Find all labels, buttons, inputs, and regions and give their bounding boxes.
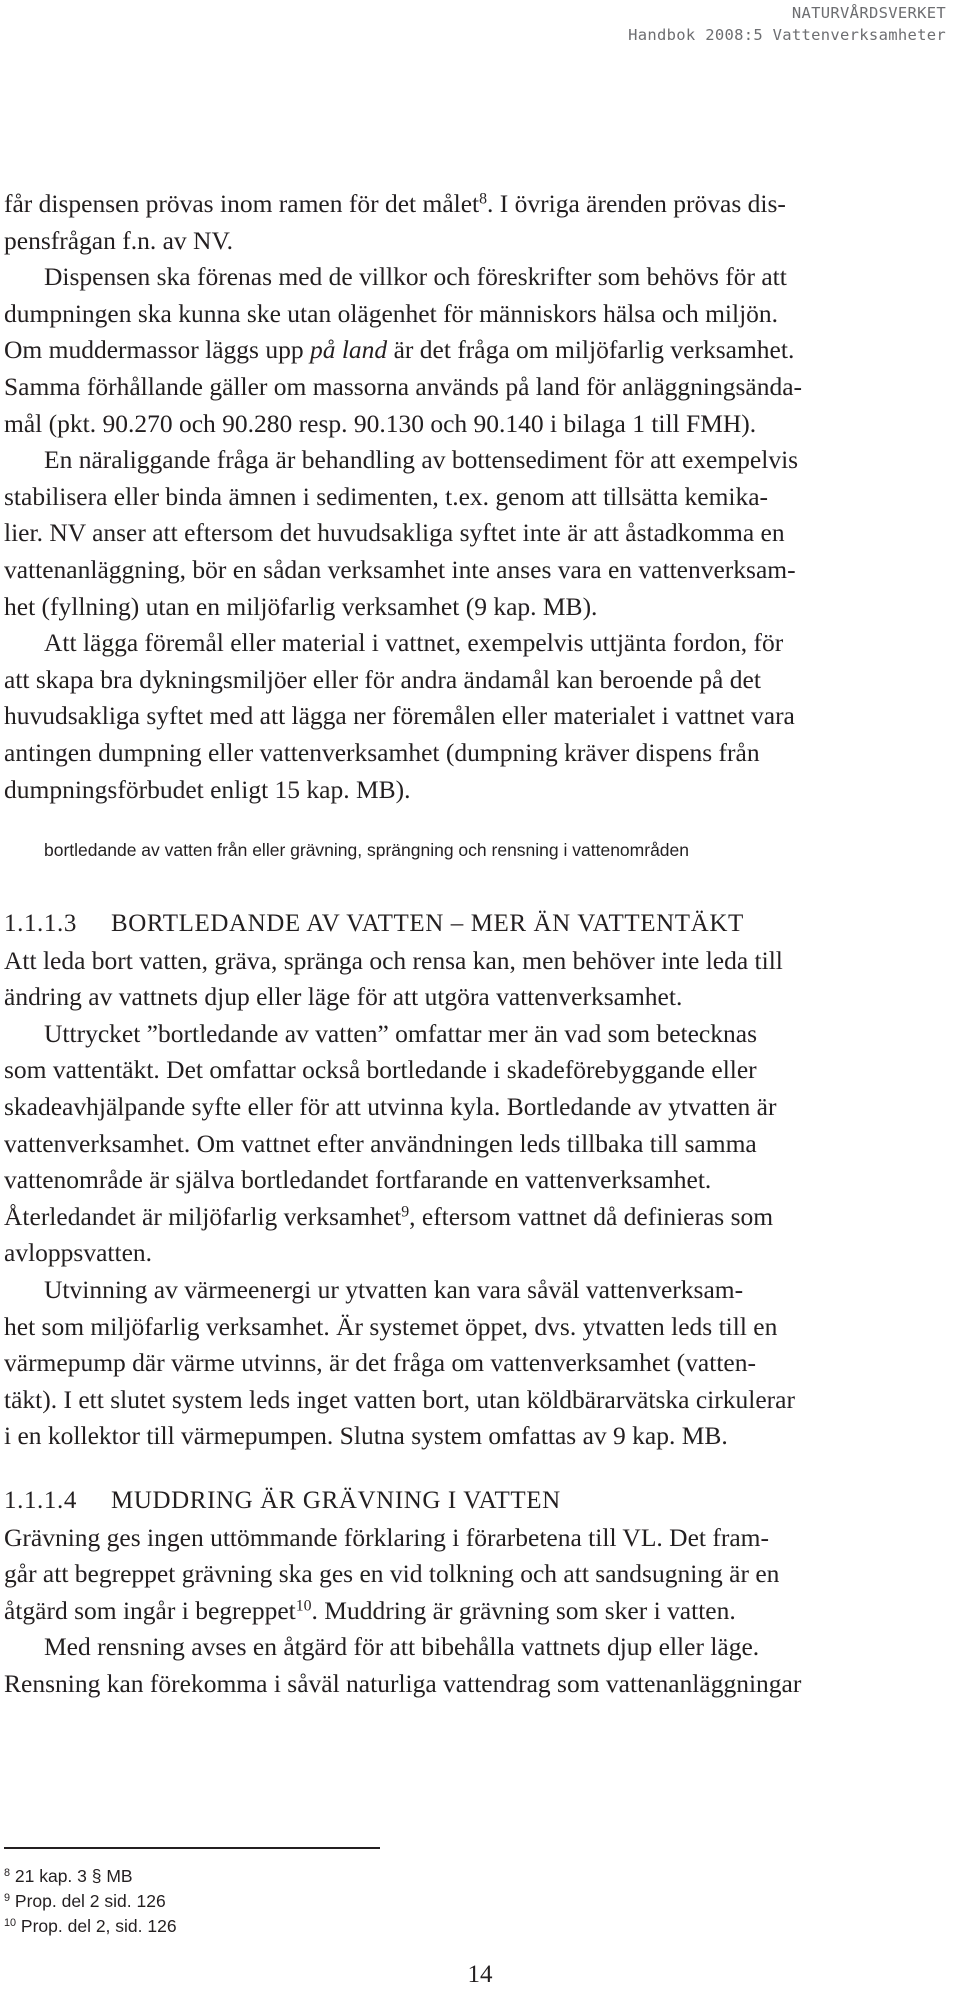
text-line: lier. NV anser att eftersom det huvudsakliga syftet inte är att åstadkomma en [4,518,785,548]
header-org: NATURVÅRDSVERKET [791,4,946,22]
text-line: het (fyllning) utan en miljöfarlig verksamhet (9 kap. MB). [4,591,598,621]
text-line: Grävning ges ingen uttömmande förklaring i förarbetena till VL. Det fram- [4,1522,769,1552]
text-line: Utvinning av värmeenergi ur ytvatten kan vara såväl vattenverksam- [44,1275,744,1305]
text-line: skadeavhjälpande syfte eller för att utvinna kyla. Bortledande av ytvatten är [4,1092,777,1122]
text-line: mål (pkt. 90.270 och 90.280 resp. 90.130 och 90.140 i bilaga 1 till FMH). [4,408,757,438]
text-line: Uttrycket ”bortledande av vatten” omfattar mer än vad som betecknas [44,1018,757,1048]
text-line: vattenanläggning, bör en sådan verksamhet inte anses vara en vattenverksam- [4,554,796,584]
text-line: het som miljöfarlig verksamhet. Är systemet öppet, dvs. ytvatten leds till en [4,1311,778,1341]
text-line: att skapa bra dykningsmiljöer eller för andra ändamål kan beroende på det [4,664,761,694]
text-line: Rensning kan förekomma i såväl naturliga vattendrag som vattenanläggningar [4,1668,802,1698]
text-line: antingen dumpning eller vattenverksamhet (dumpning kräver dispens från [4,737,760,767]
text-line: Om muddermassor läggs upp på land är det fråga om miljöfarlig verksamhet. [4,335,795,365]
text-line: Dispensen ska förenas med de villkor och föreskrifter som behövs för att [44,262,787,292]
text-line: Att lägga föremål eller material i vattnet, exempelvis uttjänta fordon, för [44,628,784,658]
text-line: Med rensning avses en åtgärd för att bibehålla vattnets djup eller läge. [44,1632,760,1662]
text-line: går att begreppet grävning ska ges en vid tolkning och att sandsugning är en [4,1559,780,1589]
text-line: pensfrågan f.n. av NV. [4,225,233,255]
footnote-ref[interactable]: 9 [401,1203,410,1221]
page-number: 14 [467,1961,493,1988]
text-line: värmepump där värme utvinns, är det fråga om vattenverksamhet (vatten- [4,1348,756,1378]
text-line: Återledandet är miljöfarlig verksamhet$^9$, eftersom vattnet då definieras som [4,1201,774,1231]
text-line: vattenverksamhet. Om vattnet efter användningen leds tillbaka till samma [4,1128,757,1158]
text-line: i en kollektor till värmepumpen. Slutna system omfattas av 9 kap. MB. [4,1421,728,1451]
text-line: stabilisera eller binda ämnen i sedimenten, t.ex. genom att tillsätta kemika- [4,481,769,511]
text-line: åtgärd som ingår i begreppet$^{10}$. Muddring är grävning som sker i vatten. [4,1595,736,1625]
text-line: ändring av vattnets djup eller läge för att utgöra vattenverksamhet. [4,982,683,1012]
section-heading [0,1483,960,1520]
header-doc-title: Handbok 2008:5 Vattenverksamheter [628,26,946,44]
footnote-ref[interactable]: 8 [479,190,488,208]
text-line: vattenområde är själva bortledandet fortfarande en vattenverksamhet. [4,1165,712,1195]
text-line: som vattentäkt. Det omfattar också bortledande i skadeförebyggande eller [4,1055,757,1085]
section-number: 1.1.1.3 [4,910,77,938]
text-line: En näraliggande fråga är behandling av bottensediment för att exempelvis [44,445,799,475]
text-line: avloppsvatten. [4,1238,153,1268]
text-line: får dispensen prövas inom ramen för det målet$^8$. I övriga ärenden prövas dis- [4,189,786,218]
margin-note: bortledande av vatten från eller grävning, sprängning och rensning i vattenområden [44,840,689,861]
text-line: Att leda bort vatten, gräva, spränga och rensa kan, men behöver inte leda till [4,945,783,975]
text-line: dumpningsförbudet enligt 15 kap. MB). [4,774,411,804]
footnote-divider [4,1847,380,1849]
section-heading [0,906,960,943]
text-line: huvudsakliga syftet med att lägga ner föremålen eller materialet i vattnet vara [4,701,795,731]
footnote: $^{10}$ Prop. del 2, sid. 126 [4,1916,177,1936]
footnotes [4,1864,177,1939]
footnote: $^8$ 21 kap. 3 § MB [4,1866,133,1886]
footnote: $^9$ Prop. del 2 sid. 126 [4,1891,166,1911]
running-header [628,2,946,46]
section-title: BORTLEDANDE AV VATTEN – MER ÄN VATTENTÄKT [111,910,744,938]
section-title: MUDDRING ÄR GRÄVNING I VATTEN [111,1487,561,1514]
text-line: Samma förhållande gäller om massorna används på land för anläggningsända- [4,371,803,401]
footnote-ref[interactable]: 10 [295,1597,312,1615]
text-line: dumpningen ska kunna ske utan olägenhet för människors hälsa och miljön. [4,298,779,328]
main-text [0,186,960,1703]
text-line: täkt). I ett slutet system leds inget vatten bort, utan köldbärarvätska cirkulerar [4,1384,795,1414]
section-number: 1.1.1.4 [4,1487,77,1514]
